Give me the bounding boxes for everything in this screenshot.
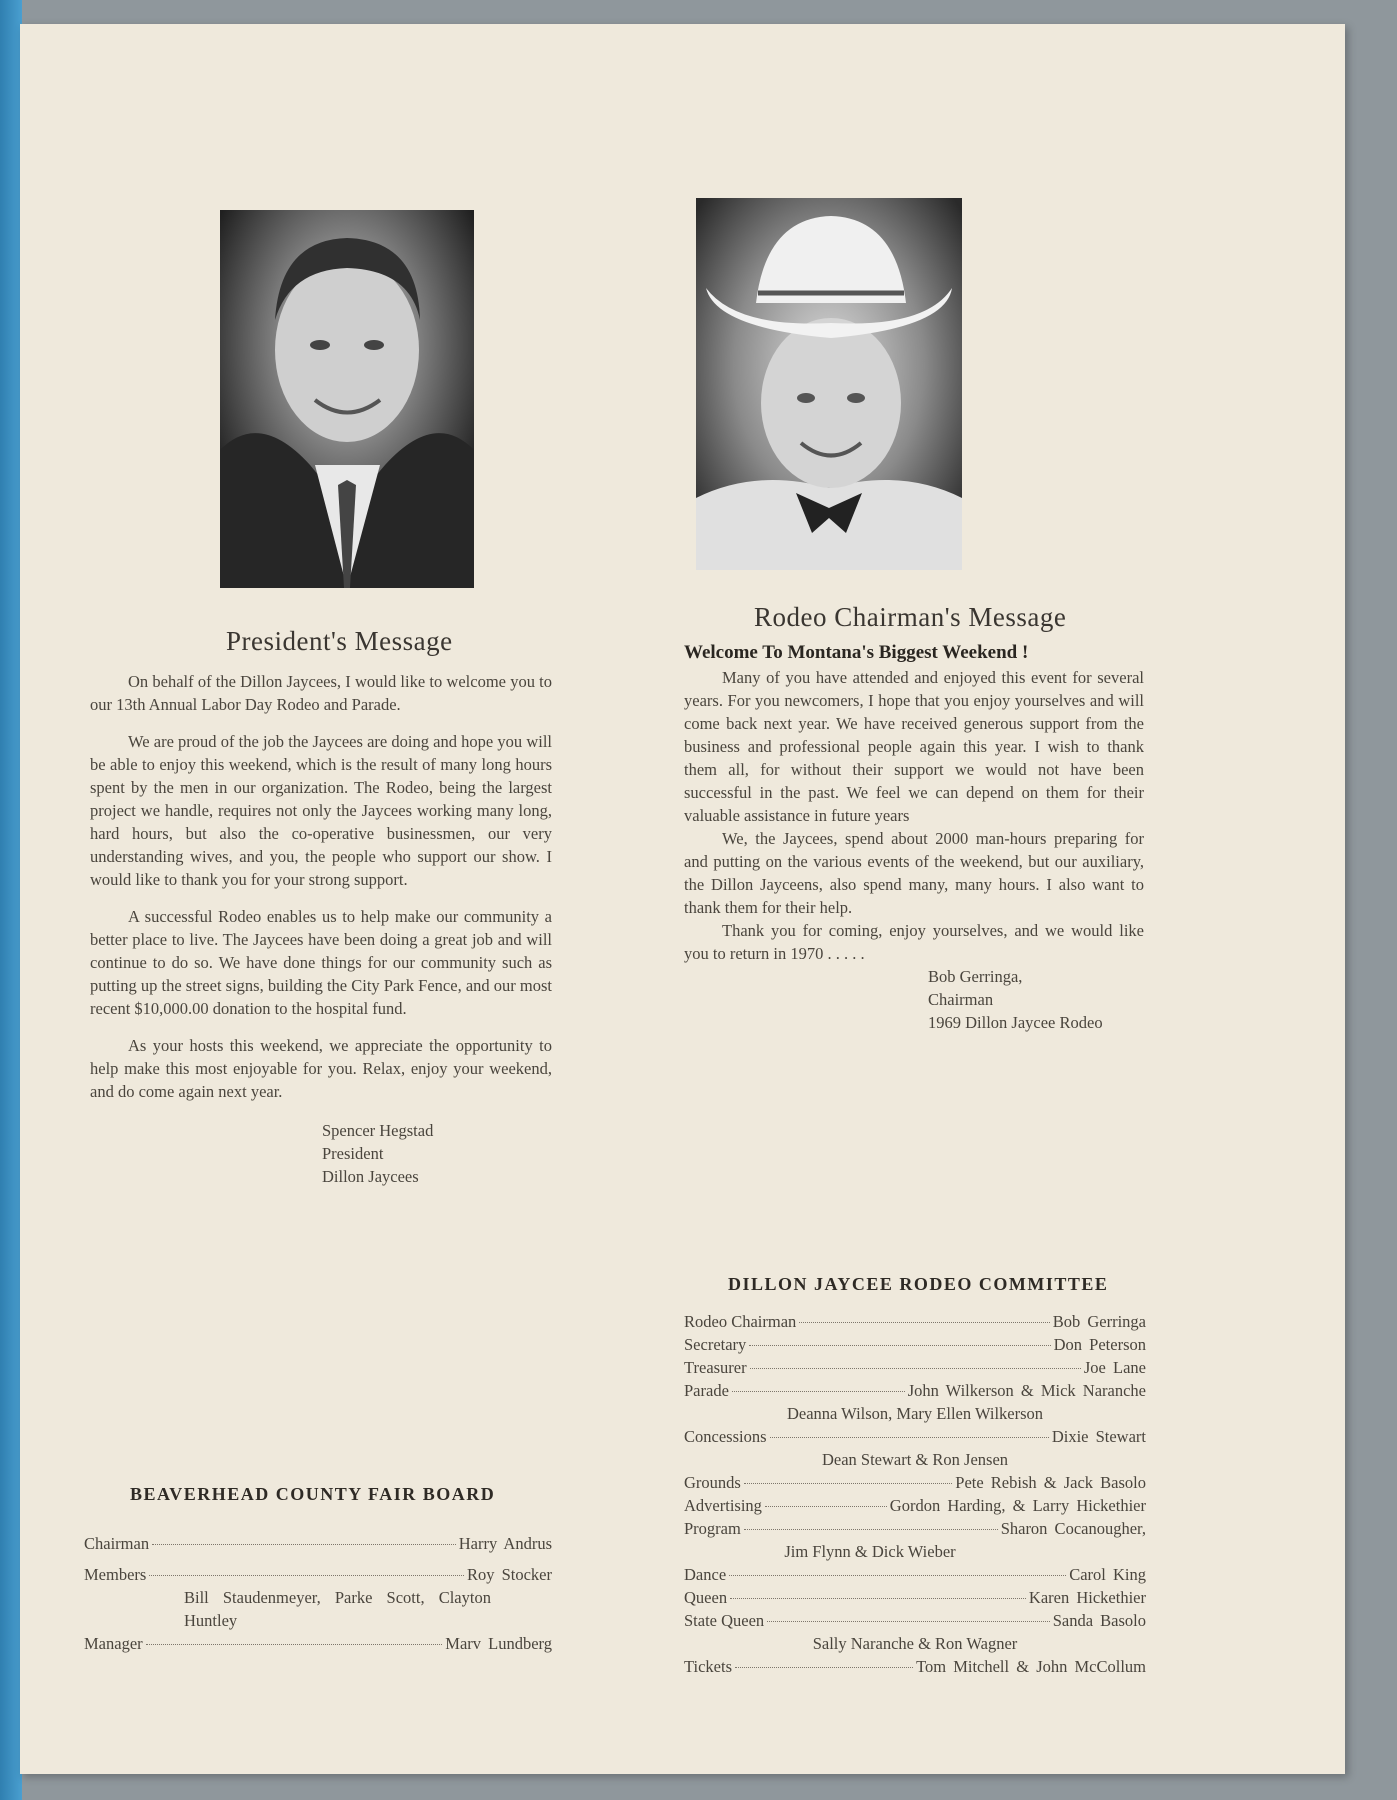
chairman-subheading: Welcome To Montana's Biggest Weekend ! xyxy=(684,642,1029,663)
fair-board-row xyxy=(84,1532,552,1555)
president-paragraph: We are proud of the job the Jaycees are doing and hope you will be able to enjoy this weekend, which is the result of many long hours spent by the men in our organization. The Rodeo, being the largest project we handle, requires not only the Jaycees working many long, hard hours, but also the co-operative businessmen, our very understanding wives, and you, the people who support our show. I would like to thank you for your strong support. xyxy=(90,732,552,889)
role-label: Concessions xyxy=(684,1427,767,1446)
president-signature xyxy=(322,1119,552,1188)
member-name: Sanda Basolo xyxy=(1052,1611,1146,1630)
member-name: Marv Lundberg xyxy=(445,1634,552,1653)
role-label: Treasurer xyxy=(684,1358,747,1377)
role-label: Queen xyxy=(684,1588,728,1607)
role-label: Dance xyxy=(684,1565,727,1584)
committee-row xyxy=(684,1333,1146,1356)
committee-list xyxy=(684,1310,1146,1678)
member-name: Bill Staudenmeyer, Parke Scott, Clayton xyxy=(184,1588,491,1607)
committee-row xyxy=(684,1586,1146,1609)
role-label: Tickets xyxy=(684,1657,732,1676)
fair-board-row xyxy=(84,1563,552,1586)
president-photo xyxy=(220,210,474,588)
president-paragraph: As your hosts this weekend, we appreciate the opportunity to help make this most enjoyable for you. Relax, enjoy your weekend, and do come again next year. xyxy=(90,1036,552,1101)
member-name: Gordon Harding, & Larry Hickethier xyxy=(889,1496,1146,1515)
committee-row xyxy=(684,1310,1146,1333)
role-label: Grounds xyxy=(684,1473,741,1492)
leader-dots xyxy=(767,1621,1050,1622)
committee-row xyxy=(684,1425,1146,1448)
member-name: Carol King xyxy=(1069,1565,1146,1584)
committee-row xyxy=(684,1471,1146,1494)
committee-row xyxy=(684,1494,1146,1517)
committee-row xyxy=(684,1356,1146,1379)
leader-dots xyxy=(152,1544,456,1545)
president-paragraph: On behalf of the Dillon Jaycees, I would like to welcome you to our 13th Annual Labor Day Rodeo and Parade. xyxy=(90,672,552,714)
member-name: Joe Lane xyxy=(1083,1358,1146,1377)
signature-line: Spencer Hegstad xyxy=(322,1121,434,1140)
leader-dots xyxy=(749,1345,1050,1346)
leader-dots xyxy=(735,1667,913,1668)
member-name: John Wilkerson & Mick Naranche xyxy=(907,1381,1146,1400)
chairman-photo xyxy=(696,198,962,570)
role-label: State Queen xyxy=(684,1611,765,1630)
chairman-paragraph: Thank you for coming, enjoy yourselves, and we would like you to return in 1970 . . . . . xyxy=(684,921,1144,963)
role-label: Advertising xyxy=(684,1496,762,1515)
committee-row xyxy=(684,1563,1146,1586)
member-name: Dean Stewart & Ron Jensen xyxy=(821,1450,1009,1469)
member-name: Sally Naranche & Ron Wagner xyxy=(812,1634,1018,1653)
signature-line: Chairman xyxy=(928,990,994,1009)
role-label: Secretary xyxy=(684,1335,747,1354)
chairman-paragraph: Many of you have attended and enjoyed this event for several years. For you newcomers, I hope that you enjoy yourselves and will come back next year. We have received generous support from the business and professional people again this year. I wish to thank them all, for without their support we would not have been successful in the past. We feel we can depend on them for their valuable assistance in future years xyxy=(684,668,1144,825)
president-heading: President's Message xyxy=(226,626,453,656)
member-name: Dixie Stewart xyxy=(1051,1427,1146,1446)
member-name: Pete Rebish & Jack Basolo xyxy=(955,1473,1146,1492)
chairman-paragraph: We, the Jaycees, spend about 2000 man-hours preparing for and putting on the various events of the weekend, but our auxiliary, the Dillon Jayceens, also spend many, many hours. I also want to thank them for their help. xyxy=(684,829,1144,917)
leader-dots xyxy=(770,1437,1049,1438)
role-label: Rodeo Chairman xyxy=(684,1312,797,1331)
president-paragraph: A successful Rodeo enables us to help make our community a better place to live. The Jaycees have been doing a great job and will continue to do so. We have done things for our community such as putting up the street signs, building the City Park Fence, and our most recent $10,000.00 donation to the hospital fund. xyxy=(90,907,552,1018)
role-label: Chairman xyxy=(84,1534,150,1553)
leader-dots xyxy=(765,1506,887,1507)
leader-dots xyxy=(744,1529,998,1530)
fair-board-row xyxy=(84,1632,552,1655)
leader-dots xyxy=(149,1575,464,1576)
chairman-heading: Rodeo Chairman's Message xyxy=(754,602,1067,632)
signature-line: Dillon Jaycees xyxy=(322,1167,419,1186)
committee-row xyxy=(684,1655,1146,1678)
leader-dots xyxy=(750,1368,1081,1369)
member-name: Jim Flynn & Dick Wieber xyxy=(784,1542,956,1561)
committee-row xyxy=(684,1517,1146,1540)
program-page xyxy=(20,24,1345,1774)
fair-board-title: BEAVERHEAD COUNTY FAIR BOARD xyxy=(130,1484,496,1504)
member-name: Don Peterson xyxy=(1053,1335,1146,1354)
member-name: Sharon Cocanougher, xyxy=(1000,1519,1146,1538)
member-name: Tom Mitchell & John McCollum xyxy=(916,1657,1146,1676)
committee-title: DILLON JAYCEE RODEO COMMITTEE xyxy=(728,1274,1109,1294)
committee-row xyxy=(684,1609,1146,1632)
president-message-body xyxy=(90,670,552,1188)
fair-board-list xyxy=(84,1532,552,1655)
role-label: Manager xyxy=(84,1634,143,1653)
member-name: Deanna Wilson, Mary Ellen Wilkerson xyxy=(786,1404,1044,1423)
chairman-message-body xyxy=(684,642,1144,1034)
signature-line: President xyxy=(322,1144,384,1163)
leader-dots xyxy=(732,1391,905,1392)
member-name: Huntley xyxy=(184,1611,238,1630)
signature-line: 1969 Dillon Jaycee Rodeo xyxy=(928,1013,1103,1032)
leader-dots xyxy=(744,1483,952,1484)
leader-dots xyxy=(146,1644,443,1645)
chairman-signature xyxy=(928,965,1144,1034)
committee-row xyxy=(684,1379,1146,1402)
member-name: Roy Stocker xyxy=(466,1565,552,1584)
leader-dots xyxy=(729,1575,1066,1576)
leader-dots xyxy=(730,1598,1026,1599)
leader-dots xyxy=(799,1322,1049,1323)
member-name: Bob Gerringa xyxy=(1052,1312,1146,1331)
role-label: Program xyxy=(684,1519,741,1538)
member-name: Karen Hickethier xyxy=(1028,1588,1146,1607)
signature-line: Bob Gerringa, xyxy=(928,967,1023,986)
role-label: Parade xyxy=(684,1381,729,1400)
member-name: Harry Andrus xyxy=(458,1534,552,1553)
booklet-cover-edge xyxy=(0,0,22,1800)
role-label: Members xyxy=(84,1565,147,1584)
